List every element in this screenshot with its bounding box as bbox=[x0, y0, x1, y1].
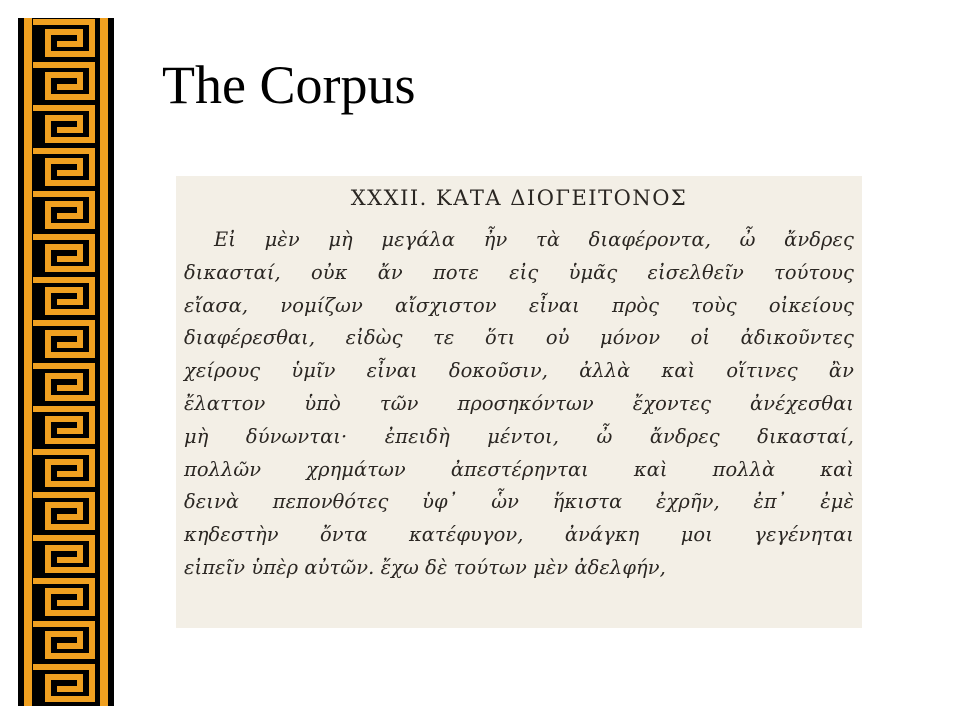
text-line: εἴασα, νομίζων αἴσχιστον εἶναι πρὸς τοὺς οἰκείους bbox=[184, 293, 854, 317]
border-rail-right bbox=[100, 18, 108, 706]
meander-tile bbox=[36, 22, 92, 54]
meander-tile bbox=[36, 323, 92, 355]
text-line: ἔλαττον ὑπὸ τῶν προσηκόντων ἔχοντες ἀνέχεσθαι bbox=[184, 391, 854, 415]
text-line: διαφέρεσθαι, εἰδὼς τε ὅτι οὐ μόνον οἱ ἀδικοῦντες bbox=[184, 326, 854, 350]
meander-tile bbox=[36, 280, 92, 312]
meander-tile bbox=[36, 237, 92, 269]
text-line: εἰπεῖν ὑπὲρ αὐτῶν. ἔχω δὲ τούτων μὲν ἀδελφήν, bbox=[184, 555, 666, 579]
text-heading: XXXII. ΚΑΤΑ ΔΙΟΓΕΙΤΟΝΟΣ bbox=[350, 186, 688, 210]
text-line: δεινὰ πεπονθότες ὑφ᾽ ὧν ἥκιστα ἐχρῆν, ἐπ᾽ ἐμὲ bbox=[184, 490, 854, 514]
meander-tile bbox=[36, 624, 92, 656]
meander-tile bbox=[36, 452, 92, 484]
meander-tile bbox=[36, 581, 92, 613]
text-line: πολλῶν χρημάτων ἀπεστέρηνται καὶ πολλὰ καὶ bbox=[184, 457, 854, 481]
meander-pattern bbox=[18, 18, 114, 706]
meander-tile bbox=[36, 495, 92, 527]
greek-text-scan bbox=[176, 176, 862, 628]
meander-tile bbox=[36, 538, 92, 570]
text-line: χείρους ὑμῖν εἶναι δοκοῦσιν, ἀλλὰ καὶ οἵτινες ἂν bbox=[184, 359, 854, 383]
text-line: μὴ δύνωνται· ἐπειδὴ μέντοι, ὦ ἄνδρες δικασταί, bbox=[184, 424, 854, 448]
text-line: κηδεστὴν ὄντα κατέφυγον, ἀνάγκη μοι γεγένηται bbox=[184, 523, 854, 547]
border-rail-left bbox=[24, 18, 32, 706]
meander-tile bbox=[36, 108, 92, 140]
meander-tile bbox=[36, 667, 92, 699]
meander-tile bbox=[36, 366, 92, 398]
meander-tile bbox=[36, 65, 92, 97]
text-line: Εἰ μὲν μὴ μεγάλα ἦν τὰ διαφέροντα, ὦ ἄνδρες bbox=[214, 228, 854, 251]
meander-tile bbox=[36, 151, 92, 183]
meander-tile bbox=[36, 194, 92, 226]
slide-title: The Corpus bbox=[162, 55, 416, 115]
text-line: δικασταί, οὐκ ἄν ποτε εἰς ὑμᾶς εἰσελθεῖν τούτους bbox=[184, 260, 854, 284]
greek-key-border bbox=[18, 18, 114, 706]
meander-tile bbox=[36, 409, 92, 441]
